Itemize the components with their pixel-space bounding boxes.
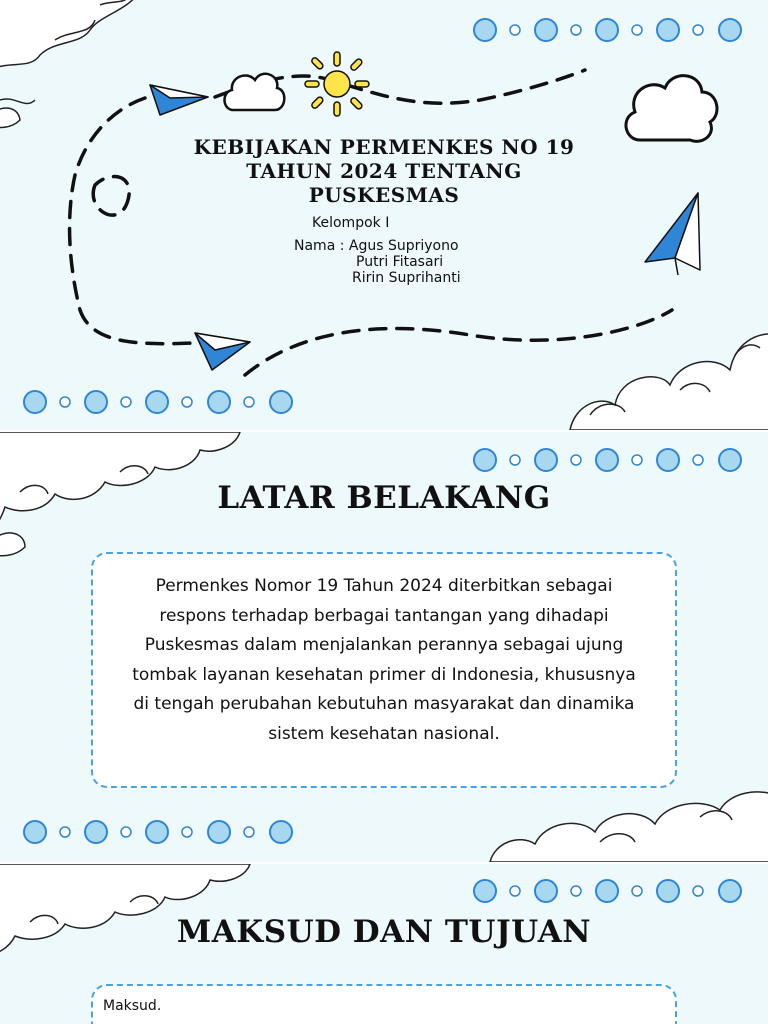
cloud-icon: [490, 792, 768, 862]
member-name: Ririn Suprihanti: [352, 270, 461, 286]
bubble-row-bottom: [24, 821, 292, 843]
cover-title-line: TAHUN 2024 TENTANG: [246, 159, 522, 183]
cover-title: [154, 135, 614, 207]
content-card: [91, 984, 677, 1024]
section-heading: LATAR BELAKANG: [217, 480, 551, 516]
body-text: Permenkes Nomor 19 Tahun 2024 diterbitkan sebagai respons terhadap berbagai tantangan yang dihadapi Puskesmas dalam menjalankan perannya sebagai ujung tombak layanan kesehatan primer di Indonesia, khususnya di tengah perubahan kebutuhan masyarakat dan dinamika sistem kesehatan nasional.: [132, 576, 636, 744]
content-card: [91, 552, 677, 788]
bubble-row-top: [474, 880, 741, 902]
member-name-label: Nama : Agus Supriyono: [294, 238, 459, 254]
slide-latar-belakang: [0, 432, 768, 862]
cloud-icon: [626, 76, 717, 142]
paper-plane-icon: [150, 85, 208, 115]
cloud-icon: [570, 334, 768, 430]
group-label: Kelompok I: [312, 215, 390, 231]
bubble-row-top: [474, 19, 741, 41]
paper-plane-icon: [195, 333, 250, 370]
bubble-row-bottom: [24, 391, 292, 413]
cover-title-line: KEBIJAKAN PERMENKES NO 19: [193, 135, 575, 159]
cloud-icon: [225, 74, 285, 110]
paper-plane-icon: [645, 193, 700, 275]
section-heading: MAKSUD DAN TUJUAN: [176, 914, 592, 950]
bubble-row-top: [474, 449, 741, 471]
cloud-icon: [0, 0, 140, 127]
maksud-label: Maksud.: [103, 998, 162, 1014]
sun-icon: [305, 52, 369, 116]
slide-maksud-tujuan: [0, 864, 768, 1024]
member-name: Putri Fitasari: [356, 254, 444, 270]
cover-title-line: PUSKESMAS: [308, 183, 460, 207]
slide-cover: [0, 0, 768, 430]
